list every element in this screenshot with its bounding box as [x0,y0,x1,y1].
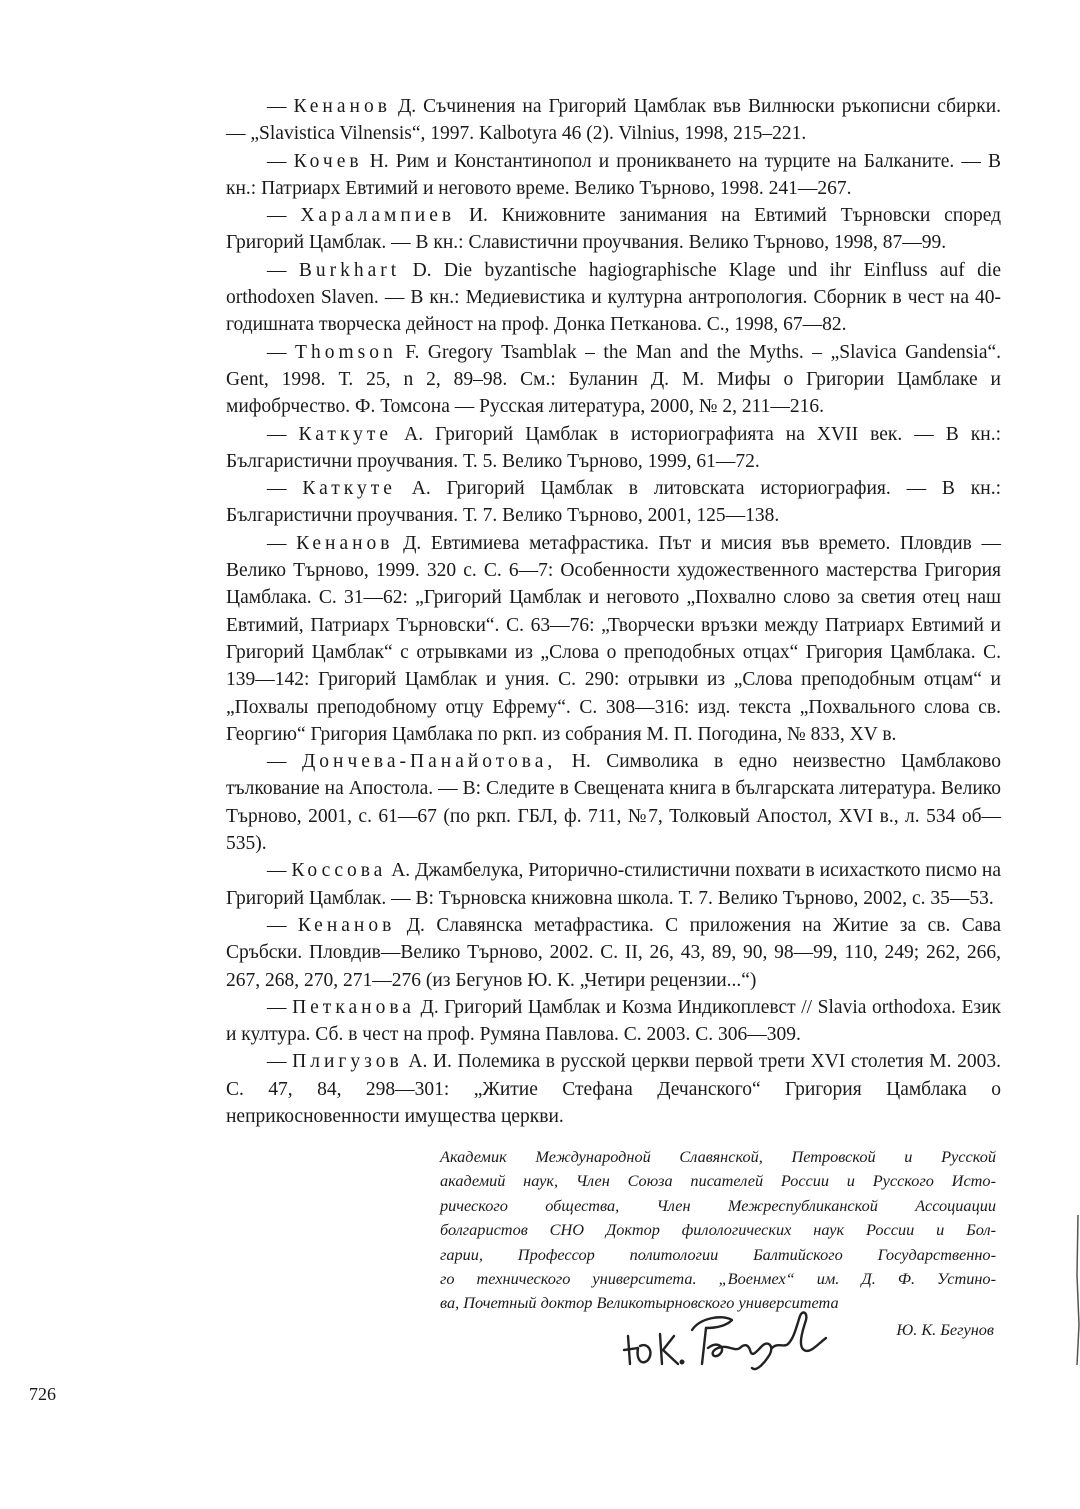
reference-author: Каткуте [298,423,393,445]
affiliation-line: Академик Международной Славянской, Петровской и Русской [440,1147,996,1166]
reference-author: Кенанов [296,532,394,554]
reference-entry: — Коссова А. Джамбелука, Риторично-стилистични похвати в исихасткото писмо на Григорий Цамблак. — В: Търновска книжовна школа. Т. 7. Велико Търново, 2002, с. 35—53. [226,860,1001,909]
reference-text: F. Gregory Tsamblak – the Man and the Myths. – „Slavica Gandensia“. Gent, 1998. Т. 25, n 2, 89–98. См.: Буланин Д. М. Мифы о Григории Цамблаке и мифобрчество. Ф. Томсона — Русская литература, 2000, № 2, 211—216. [226,341,1002,418]
reference-text: Д. Славянска метафрастика. С приложения на Житие за св. Сава Сръбски. Пловдив—Велико Търново, 2002. С. II, 26, 43, 89, 90, 98—99, 110, 249; 262, 266, 267, 268, 270, 271—276 (из Бегунов Ю. К. „Четири рецензии...“) [226,914,1001,991]
reference-entry: — Thomson F. Gregory Tsamblak – the Man and the Myths. – „Slavica Gandensia“. Gent, 1998. Т. 25, n 2, 89–98. См.: Буланин Д. М. Мифы о Григории Цамблаке и мифобрчество. Ф. Томсона — Русская литература, 2000, № 2, 211—216. [226,341,1002,418]
reference-text: D. Die byzantische hagiographische Klage und ihr Einfluss auf die orthodoxen Slaven. — В кн.: Медиевистика и културна антропология. Сборник в чест на 40-годишната творческа дейност на проф. Донка Петканова. С., 1998, 67—82. [226,259,1001,336]
reference-entry: — Плигузов А. И. Полемика в русской церкви первой трети XVI столетия М. 2003. С. 47, 84, 298—301: „Житие Стефана Дечанского“ Григория Цамблака о неприкосновенности имущества церкви. [226,1051,1002,1127]
reference-entry: — Кенанов Д. Съчинения на Григорий Цамблак във Вилнюски ръкописни сбирки. — „Slavistica Vilnensis“, 1997. Kalbotyra 46 (2). Vilnius, 1998, 215–221. [226,96,1002,145]
reference-author: Thomson [295,341,397,363]
reference-text: А. И. Полемика в русской церкви первой трети XVI столетия М. 2003. С. 47, 84, 298—301: „Житие Стефана Дечанского“ Григория Цамблака о неприкосновенности имущества церкви. [226,1051,1002,1127]
scan-edge-mark [1074,1215,1080,1365]
author-affiliation [440,1145,996,1316]
reference-author: Плигузов [292,1051,403,1073]
reference-entry: — Харалампиев И. Книжовните занимания на Евтимий Търновски според Григорий Цамблак. — В кн.: Славистични проучвания. Велико Търново, 1998, 87—99. [226,205,1002,254]
reference-text: Н. Рим и Константинопол и проникването на турците на Балканите. — В кн.: Патриарх Евтимий и неговото време. Велико Търново, 1998. 241—267. [226,150,1002,199]
reference-author: Петканова [292,996,415,1018]
reference-entry: — Петканова Д. Григорий Цамблак и Козма Индикоплевст // Slavia orthodoxa. Език и култура. Сб. в чест на проф. Румяна Павлова. С. 2003. С. 306—309. [226,996,1001,1046]
affiliation-line: ва, Почетный доктор Великотырновского университета [440,1293,839,1313]
reference-text: Д. Григорий Цамблак и Козма Индикоплевст // Slavia orthodoxa. Език и култура. Сб. в чест на проф. Румяна Павлова. С. 2003. С. 306—309. [226,996,1001,1046]
reference-author: Харалампиев [300,205,456,227]
reference-entry: — Каткуте А. Григорий Цамблак в литовската историография. — В кн.: Българистични проучвания. Т. 7. Велико Търново, 2001, 125—138. [226,478,1001,527]
reference-author: Кенанов [297,914,396,936]
reference-entry: — Дончева-Панайотова, Н. Символика в едно неизвестно Цамблаково тълкование на Апостола. — В: Следите в Свещената книга в българската литература. Велико Търново, 2001, с. 61—67 (по ркп. ГБЛ, ф. 711, №7, Толковый Апостол, XVI в., л. 534 об—535). [226,751,1001,855]
affiliation-line: академий наук, Член Союза писателей России и Русского Исто- [440,1171,996,1191]
reference-entry: — Кочев Н. Рим и Константинопол и проникването на турците на Балканите. — В кн.: Патриарх Евтимий и неговото време. Велико Търново, 1998. 241—267. [226,150,1002,199]
reference-text: Н. Символика в едно неизвестно Цамблаково тълкование на Апостола. — В: Следите в Свещената книга в българската литература. Велико Търново, 2001, с. 61—67 (по ркп. ГБЛ, ф. 711, №7, Толковый Апостол, XVI в., л. 534 об—535). [226,751,1001,855]
reference-author: Кочев [293,150,363,172]
reference-author: Каткуте [302,478,396,500]
handwritten-signature [622,1298,842,1378]
page-number: 726 [29,1384,56,1404]
reference-list [226,93,1001,1130]
affiliation-line: рического общества, Член Межреспубликанской Ассоциации [440,1195,996,1215]
affiliation-line: болгаристов СНО Доктор филологических наук России и Бол- [440,1220,996,1240]
reference-text: А. Григорий Цамблак в историографията на XVII век. — В кн.: Българистични проучвания. Т. 5. Велико Търново, 1999, 61—72. [226,423,1001,472]
reference-entry: — Burkhart D. Die byzantische hagiographische Klage und ihr Einfluss auf die orthodoxen Slaven. — В кн.: Медиевистика и културна антропология. Сборник в чест на 40-годишната творческа дейност на проф. Донка Петканова. С., 1998, 67—82. [226,259,1001,336]
reference-text: А. Григорий Цамблак в литовската историография. — В кн.: Българистични проучвания. Т. 7. Велико Търново, 2001, 125—138. [226,478,1001,527]
affiliation-line: гарии, Профессор политологии Балтийского Государственно- [440,1244,996,1264]
reference-text: Д. Евтимиева метафрастика. Път и мисия във времето. Пловдив — Велико Търново, 1999. 320 с. С. 6—7: Особенности художественного мастерства Григория Цамблака. С. 31—62: „Григорий Цамблак и неговото „Похвално слово за светия отец наш Евтимий, Патриарх Търновски“. С. 63—76: „Творчески връзки между Патриарх Евтимий и Григорий Цамблак“ с отрывками из „Слова о преподобных отцах“ Григория Цамблака. С. 139—142: Григорий Цамблак и уния. С. 290: отрывки из „Слова преподобным отцам“ и „Похвалы преподобному отцу Ефрему“. С. 308—316: изд. текста „Похвального слова св. Георгию“ Григория Цамблака по ркп. из собрания М. П. Погодина, № 833, XV в. [226,532,1001,745]
reference-text: Д. Съчинения на Григорий Цамблак във Вилнюски ръкописни сбирки. — „Slavistica Vilnensis“, 1997. Kalbotyra 46 (2). Vilnius, 1998, 215–221. [226,96,1002,145]
reference-entry: — Кенанов Д. Евтимиева метафрастика. Път и мисия във времето. Пловдив — Велико Търново, 1999. 320 с. С. 6—7: Особенности художественного мастерства Григория Цамблака. С. 31—62: „Григорий Цамблак и неговото „Похвално слово за светия отец наш Евтимий, Патриарх Търновски“. С. 63—76: „Творчески връзки между Патриарх Евтимий и Григорий Цамблак“ с отрывками из „Слова о преподобных отцах“ Григория Цамблака. С. 139—142: Григорий Цамблак и уния. С. 290: отрывки из „Слова преподобным отцам“ и „Похвалы преподобному отцу Ефрему“. С. 308—316: изд. текста „Похвального слова св. Георгию“ Григория Цамблака по ркп. из собрания М. П. Погодина, № 833, XV в. [226,532,1001,745]
reference-entry: — Кенанов Д. Славянска метафрастика. С приложения на Житие за св. Сава Сръбски. Пловдив—Велико Търново, 2002. С. II, 26, 43, 89, 90, 98—99, 110, 249; 262, 266, 267, 268, 270, 271—276 (из Бегунов Ю. К. „Четири рецензии...“) [226,914,1001,991]
affiliation-line: го технического университета. „Военмех“ им. Д. Ф. Устино- [440,1269,996,1289]
reference-author: Кенанов [293,96,391,117]
author-name: Ю. К. Бегунов [896,1320,994,1339]
reference-entry: — Каткуте А. Григорий Цамблак в историографията на XVII век. — В кн.: Българистични проучвания. Т. 5. Велико Търново, 1999, 61—72. [226,423,1001,472]
reference-author: Коссова [291,860,387,882]
reference-author: Burkhart [298,259,401,281]
reference-author: Дончева-Панайотова, [301,751,557,773]
reference-text: А. Джамбелука, Риторично-стилистични похвати в исихасткото писмо на Григорий Цамблак. — В: Търновска книжовна школа. Т. 7. Велико Търново, 2002, с. 35—53. [226,860,1001,909]
reference-text: И. Книжовните занимания на Евтимий Търновски според Григорий Цамблак. — В кн.: Славистични проучвания. Велико Търново, 1998, 87—99. [226,205,1002,254]
